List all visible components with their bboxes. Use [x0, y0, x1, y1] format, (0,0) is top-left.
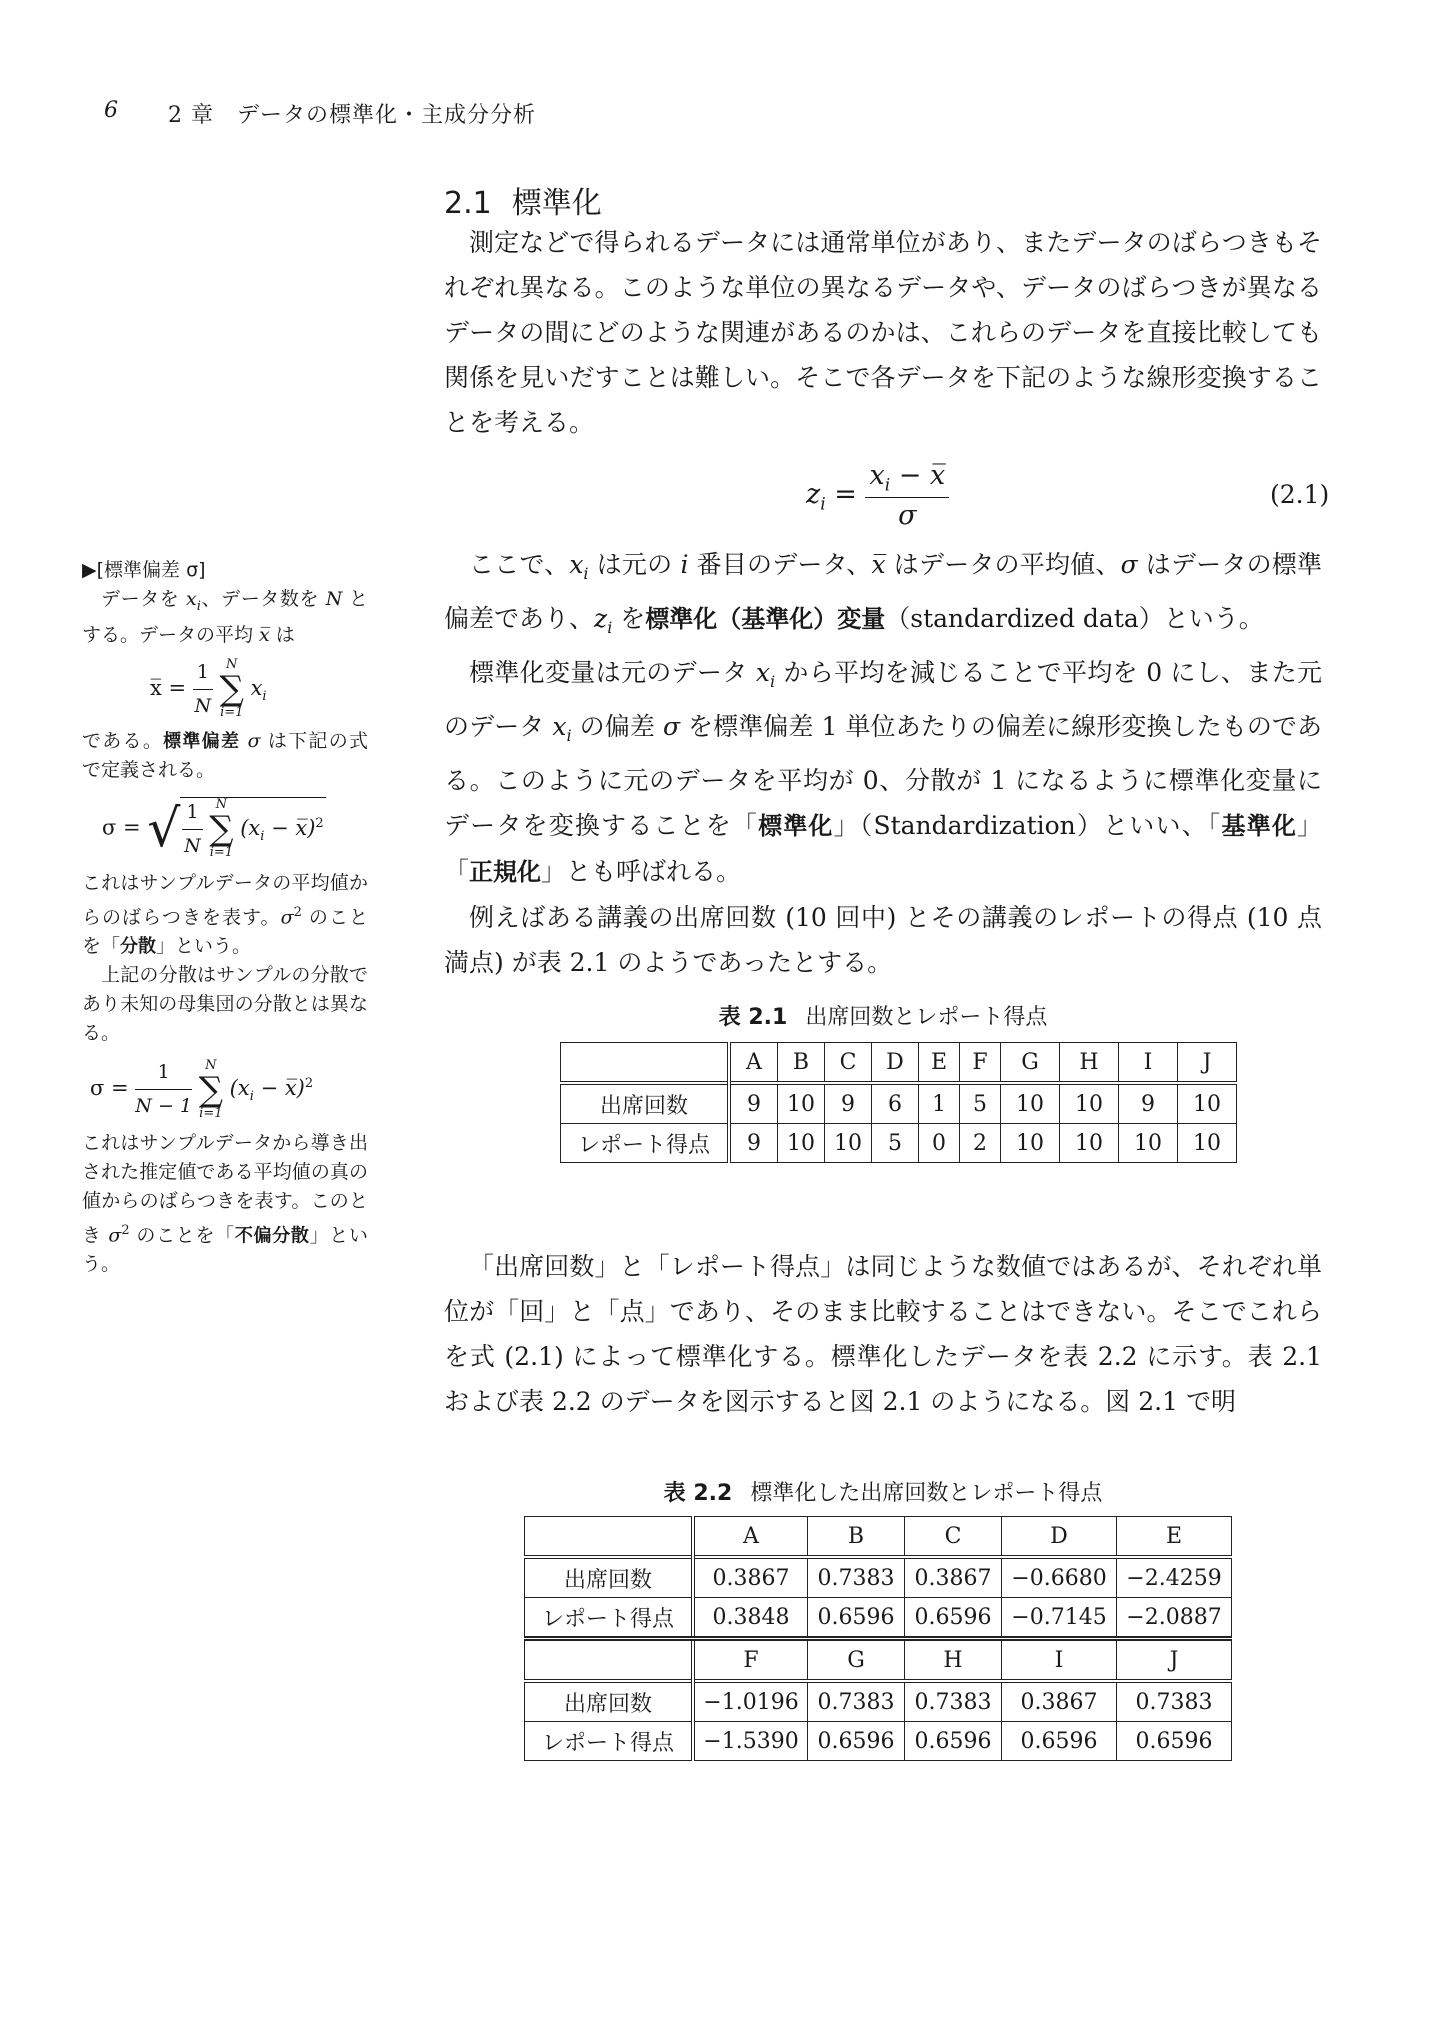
column-header: E [919, 1043, 960, 1084]
column-header: I [1119, 1043, 1178, 1084]
row-header: レポート得点 [525, 1722, 694, 1761]
math-var: N [325, 588, 343, 610]
numerator: 1 [135, 1058, 192, 1090]
table-cell: 10 [1119, 1124, 1178, 1163]
table-cell: 0.6596 [905, 1722, 1002, 1761]
table-cell: −0.7145 [1002, 1598, 1117, 1639]
table-cell: 9 [1119, 1083, 1178, 1124]
formula-term-sub: i [260, 828, 265, 844]
formula-term-sub: i [262, 688, 267, 704]
keyword: 標準偏差 [163, 730, 241, 752]
sum-upper: N [215, 797, 228, 813]
column-header: J [1117, 1639, 1232, 1682]
table-cell: 0.7383 [905, 1681, 1002, 1722]
table-row [561, 1124, 1237, 1163]
formula-lhs: x̅ = [150, 675, 187, 700]
text: これはサンプルデータの平均値からのばらつきを表す。 [82, 871, 368, 929]
table-2-1 [560, 1042, 1237, 1163]
text: （standardized data）という。 [885, 604, 1264, 633]
math-sub: i [566, 726, 572, 745]
table-cell: 10 [1178, 1124, 1237, 1163]
formula-term-rest: − x̅) [264, 815, 316, 840]
math-var: i [680, 550, 689, 579]
sum-symbol [209, 798, 233, 860]
table-cell: 6 [872, 1083, 919, 1124]
formula-fraction [193, 658, 213, 721]
sum-lower: i=1 [220, 705, 244, 721]
text: を標準偏差 1 単位あたりの偏差に線形変換したものである。このように元のデータを平均が 0、分散が 1 になるように標準化変量にデータを変換することを「 [444, 712, 1322, 840]
table-cell: 0.6596 [1002, 1722, 1117, 1761]
table-cell: 0.3848 [693, 1598, 808, 1639]
formula-term: (x [240, 815, 261, 840]
row-header: 出席回数 [525, 1681, 694, 1722]
table-corner-cell [561, 1043, 730, 1084]
sum-symbol [220, 658, 244, 720]
text: は [269, 623, 295, 646]
text: は下記の式で定義される。 [82, 729, 368, 781]
sigma-glyph: ∑ [219, 669, 244, 710]
text: 標準化変量は元のデータ [469, 658, 756, 687]
text: のことを「 [129, 1224, 235, 1247]
definition-paragraph [444, 542, 1322, 650]
table-cell: 0.7383 [808, 1681, 905, 1722]
sigma-glyph: ∑ [198, 1069, 223, 1110]
chapter-header: 2 章 データの標準化・主成分分析 [168, 103, 536, 128]
table-cell: 10 [778, 1124, 825, 1163]
column-header: H [905, 1639, 1002, 1682]
table-label: 表 2.1 [718, 1005, 788, 1030]
math-var: x [552, 712, 567, 741]
body-block-2 [444, 1244, 1322, 1424]
section-name: 標準化 [511, 186, 602, 221]
table-cell: 10 [1001, 1083, 1060, 1124]
sqrt-body [180, 797, 325, 861]
math-sub: i [769, 672, 776, 691]
unbiased-formula [90, 1058, 368, 1121]
numerator: 1 [193, 658, 213, 690]
keyword: 基準化 [1221, 812, 1298, 840]
table-cell: 0.6596 [808, 1722, 905, 1761]
math-sub: i [583, 564, 589, 583]
table-cell: 10 [1001, 1124, 1060, 1163]
intro-block [444, 220, 1322, 445]
column-header: B [778, 1043, 825, 1084]
math-var: σ [662, 712, 681, 741]
table-cell: −1.0196 [693, 1681, 808, 1722]
table-row [525, 1598, 1232, 1639]
page-number: 6 [104, 98, 118, 123]
denominator: N [184, 834, 201, 857]
eq-denominator: σ [898, 500, 917, 532]
table-cell: 1 [919, 1083, 960, 1124]
table-corner-cell [525, 1639, 694, 1682]
keyword: 分散 [120, 936, 157, 958]
table-cell: 0 [919, 1124, 960, 1163]
formula-term-rest: − x̅) [253, 1076, 305, 1101]
equation-number: (2.1) [1270, 480, 1330, 509]
text: 」とも呼ばれる。 [541, 857, 742, 886]
sidebar-paragraph [82, 585, 368, 650]
sum-upper: N [226, 657, 238, 673]
eq-lhs: z [806, 479, 821, 511]
formula-term: x [250, 675, 263, 700]
sidebar-paragraph [82, 869, 368, 961]
text: はデータの標準偏差であり、 [444, 550, 1322, 633]
text: のことを「 [82, 906, 368, 958]
eq-num-sub: i [884, 475, 891, 496]
table-cell: 0.3867 [905, 1557, 1002, 1598]
table-cell: 5 [872, 1124, 919, 1163]
text: ここで、 [469, 550, 570, 579]
column-header: F [693, 1639, 808, 1682]
text: これはサンプルデータから導き出された推定値である平均値の真の値からのばらつきを表す。このとき [82, 1132, 368, 1247]
text: 」という。 [82, 1224, 368, 1276]
table-cell: 5 [960, 1083, 1001, 1124]
keyword: 標準化 [758, 812, 834, 840]
sum-lower: i=1 [209, 845, 234, 861]
sidebar-title: ▶[標準偏差 σ] [82, 559, 206, 581]
math-sup: 2 [121, 1223, 130, 1239]
table-2-1-caption [444, 1000, 1322, 1031]
text: とする。データの平均 [82, 588, 368, 646]
text: の偏差 [571, 712, 663, 741]
body-block-1 [444, 542, 1322, 985]
column-header: B [808, 1517, 905, 1558]
math-var: σ [108, 1224, 122, 1247]
table-cell: 9 [825, 1083, 872, 1124]
column-header: H [1060, 1043, 1119, 1084]
table-row [525, 1557, 1232, 1598]
formula-term-sub: i [249, 1089, 254, 1105]
eq-num-var: x [869, 460, 885, 491]
keyword: 正規化 [469, 858, 542, 886]
table-row [561, 1083, 1237, 1124]
column-header: C [905, 1517, 1002, 1558]
text: 」という。 [156, 935, 252, 958]
math-sub: i [607, 618, 613, 637]
row-header: 出席回数 [525, 1557, 694, 1598]
keyword: 標準化（基準化）変量 [645, 605, 886, 633]
table-header-row [525, 1517, 1232, 1558]
formula-power: 2 [315, 815, 324, 831]
text: 」「 [444, 811, 1323, 886]
table-cell: −1.5390 [693, 1722, 808, 1761]
math-var: σ [240, 729, 261, 752]
text: データを [101, 588, 187, 610]
table-header-row [561, 1043, 1237, 1084]
column-header: I [1002, 1639, 1117, 1682]
standardization-paragraph [444, 650, 1322, 895]
math-var: x̅ [259, 623, 270, 646]
table-cell: 10 [1178, 1083, 1237, 1124]
section-number: 2.1 [444, 186, 492, 221]
table-cell: 0.7383 [808, 1557, 905, 1598]
table-caption-text: 出席回数とレポート得点 [805, 1005, 1048, 1030]
row-header: レポート得点 [525, 1598, 694, 1639]
table-cell: 10 [825, 1124, 872, 1163]
formula-fraction [135, 1058, 192, 1121]
row-header: レポート得点 [561, 1124, 730, 1163]
example-paragraph: 例えばある講義の出席回数 (10 回中) とその講義のレポートの得点 (10 点満点) が表 2.1 のようであったとする。 [444, 903, 1322, 977]
table-header-row [525, 1639, 1232, 1682]
table-label: 表 2.2 [663, 1481, 733, 1506]
column-header: J [1178, 1043, 1237, 1084]
equation-2-1 [806, 460, 949, 531]
table-cell: 0.6596 [808, 1598, 905, 1639]
sqrt-sign: √ [147, 798, 181, 859]
formula-lhs: σ = [102, 815, 141, 840]
section-title [444, 178, 602, 222]
math-var: σ [280, 906, 294, 929]
sum-symbol [199, 1059, 223, 1121]
math-sup: 2 [293, 904, 302, 920]
table-2-2 [524, 1516, 1232, 1761]
sidebar-note [82, 556, 368, 1279]
table-cell: 10 [1060, 1083, 1119, 1124]
text: 番目のデータ、 [688, 550, 872, 579]
sidebar-paragraph [82, 727, 368, 785]
sd-formula [102, 797, 368, 861]
table-cell: −0.6680 [1002, 1557, 1117, 1598]
table-cell: 0.3867 [1002, 1681, 1117, 1722]
text: から平均を減じることで平均を 0 にし、また元のデータ [444, 658, 1322, 741]
table-cell: −2.0887 [1117, 1598, 1232, 1639]
table-cell: 10 [778, 1083, 825, 1124]
math-var: σ [1120, 550, 1138, 579]
text: は元の [588, 550, 681, 579]
column-header: G [1001, 1043, 1060, 1084]
keyword: 不偏分散 [234, 1225, 310, 1247]
table-cell: 0.6596 [905, 1598, 1002, 1639]
column-header: A [729, 1043, 778, 1084]
table-cell: 9 [729, 1083, 778, 1124]
sum-upper: N [205, 1057, 217, 1073]
formula-power: 2 [304, 1076, 314, 1092]
eq-numerator [865, 460, 949, 498]
text: を [612, 604, 646, 633]
eq-num-rest: − x̅ [890, 460, 946, 491]
table-caption-text: 標準化した出席回数とレポート得点 [750, 1481, 1103, 1506]
intro-paragraph: 測定などで得られるデータには通常単位があり、またデータのばらつきもそれぞれ異なる。このような単位の異なるデータや、データのばらつきが異なるデータの間にどのような関連があるのかは、これらのデータを直接比較しても関係を見いだすことは難しい。そこで各データを下記のような線形変換することを考える。 [444, 228, 1322, 437]
column-header: D [1002, 1517, 1117, 1558]
text: である。 [82, 729, 164, 752]
eq-equals: = [834, 479, 857, 511]
formula-lhs: σ = [90, 1076, 129, 1101]
column-header: G [808, 1639, 905, 1682]
table-cell: 9 [729, 1124, 778, 1163]
formula-fraction [182, 798, 202, 861]
text: はデータの平均値、 [885, 550, 1121, 579]
math-var: x [186, 588, 197, 610]
row-header: 出席回数 [561, 1083, 730, 1124]
eq-lhs-sub: i [820, 494, 826, 515]
after-table-paragraph: 「出席回数」と「レポート得点」は同じような数値ではあるが、それぞれ単位が「回」と「点」であり、そのまま比較することはできない。そこでこれらを式 (2.1) によって標準化する。標準化したデータを表 2.2 に示す。表 2.1 および表 2.2 のデータを図示すると図 2.1 のようになる。図 2.1 で明 [444, 1252, 1322, 1416]
denominator: N − 1 [135, 1095, 193, 1118]
table-cell: 10 [1060, 1124, 1119, 1163]
column-header: E [1117, 1517, 1232, 1558]
table-2-2-caption [444, 1476, 1322, 1507]
sigma-glyph: ∑ [209, 809, 234, 850]
text: 」（Standardization）といい、「 [833, 811, 1222, 840]
text: 、データ数を [200, 588, 326, 610]
table-corner-cell [525, 1517, 694, 1558]
table-cell: 0.6596 [1117, 1722, 1232, 1761]
mean-formula [150, 658, 368, 721]
table-cell: 0.7383 [1117, 1681, 1232, 1722]
math-var: z [594, 604, 608, 633]
math-var: x [569, 550, 584, 579]
math-sub: i [196, 598, 201, 614]
formula-term: (x [229, 1076, 250, 1101]
table-row [525, 1681, 1232, 1722]
sum-lower: i=1 [199, 1105, 223, 1121]
sidebar-paragraph [82, 1129, 368, 1279]
table-cell: 0.3867 [693, 1557, 808, 1598]
sidebar-paragraph: 上記の分散はサンプルの分散であり未知の母集団の分散とは異なる。 [82, 964, 368, 1045]
table-cell: −2.4259 [1117, 1557, 1232, 1598]
column-header: A [693, 1517, 808, 1558]
math-var: x̅ [871, 550, 886, 579]
table-row [525, 1722, 1232, 1761]
eq-fraction [865, 460, 949, 531]
column-header: D [872, 1043, 919, 1084]
math-var: x [755, 658, 770, 687]
column-header: C [825, 1043, 872, 1084]
table-cell: 2 [960, 1124, 1001, 1163]
column-header: F [960, 1043, 1001, 1084]
numerator: 1 [182, 798, 202, 830]
denominator: N [194, 694, 212, 717]
